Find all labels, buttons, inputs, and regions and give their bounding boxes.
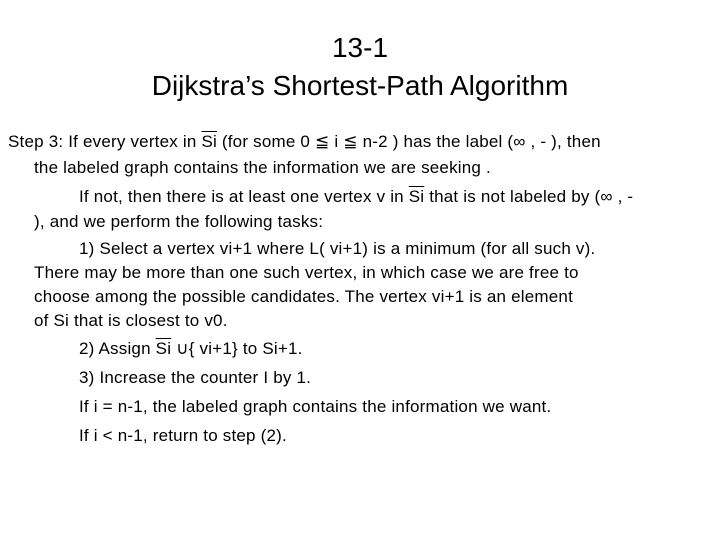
text-segment: (for some 0 ≦ i ≦ n-2 ) has the label (∞ , - ), then — [216, 132, 601, 151]
condition-line-1: If i = n-1, the labeled graph contains the information we want. — [79, 397, 552, 416]
text-segment: 2) Assign — [79, 339, 156, 358]
slide-title: Dijkstra’s Shortest-Path Algorithm — [151, 70, 569, 101]
task-1-line-1: 1) Select a vertex vi+1 where L( vi+1) is a minimum (for all such v). — [79, 239, 596, 258]
task-1-line-3: choose among the possible candidates. The vertex vi+1 is an element — [34, 287, 573, 306]
si-overlined: $\overline{Si}$ — [408, 187, 425, 206]
task-1-line-2: There may be more than one such vertex, in which case we are free to — [34, 263, 579, 282]
step3-line-1 — [8, 130, 601, 154]
si-overlined: $\overline{Si}$ — [201, 132, 217, 151]
condition-line-2: If i < n-1, return to step (2). — [79, 426, 287, 445]
text-segment: ∪{ vi+1} to Si+1. — [171, 339, 303, 358]
step3-line-4: ), and we perform the following tasks: — [34, 212, 324, 231]
si-overlined: $\overline{Si}$ — [155, 339, 172, 358]
task-3-line: 3) Increase the counter I by 1. — [79, 368, 312, 387]
slide-title-number: 13-1 — [331, 32, 389, 63]
text-segment: Step 3: If every vertex in — [8, 132, 202, 151]
text-segment: that is not labeled by (∞ , - — [424, 187, 634, 206]
text-segment: If not, then there is at least one vertex v in — [79, 187, 409, 206]
step3-line-2: the labeled graph contains the information we are seeking . — [34, 158, 491, 177]
task-2-line — [79, 337, 303, 361]
step3-line-3 — [79, 185, 633, 209]
task-1-line-4: of Si that is closest to v0. — [34, 311, 228, 330]
